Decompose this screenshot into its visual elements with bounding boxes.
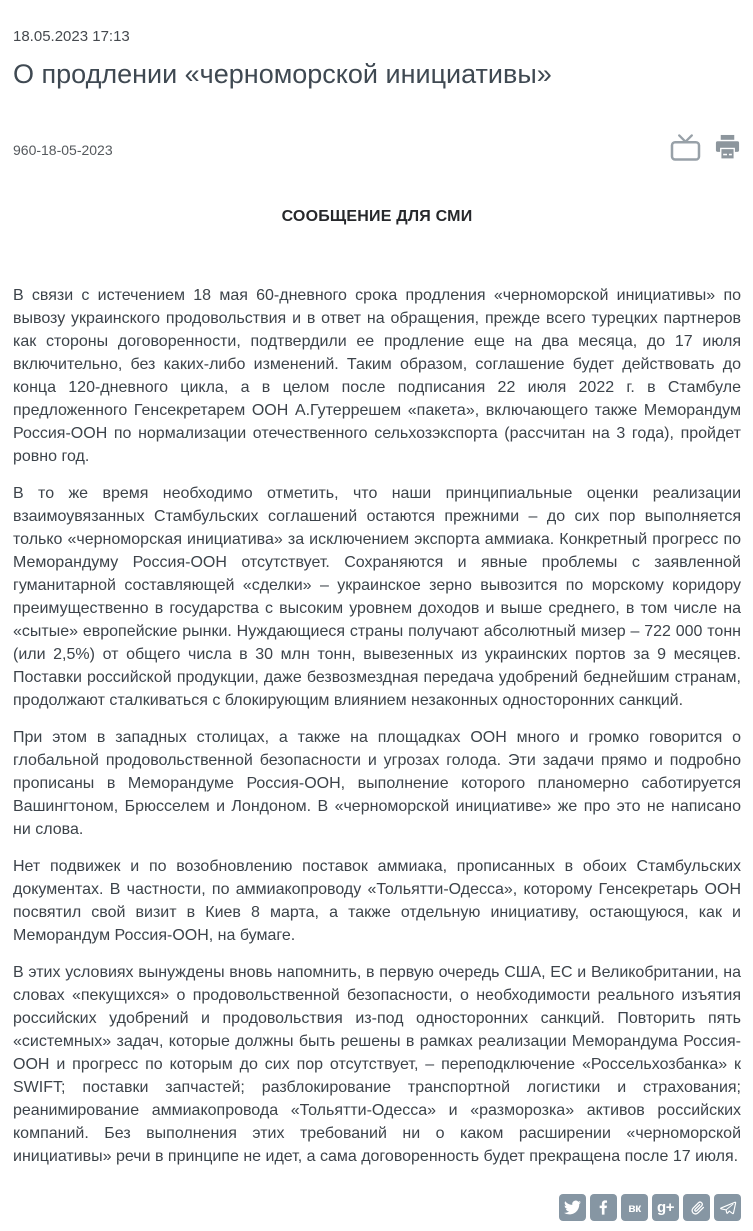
publication-date: 18.05.2023 17:13 [13, 28, 130, 45]
article-paragraph: В то же время необходимо отметить, что наши принципиальные оценки реализации взаимоувязанных Стамбульских соглашений остаются прежними – до сих пор выполняется только «черноморская инициатива» за исключением экспорта аммиака. Конкретный прогресс по Меморандуму Россия-ООН отсутствует. Сохраняются и явные проблемы с заявленной гуманитарной составляющей «сделки» – украинское зерно вывозится по морскому коридору преимущественно в государства с высоким уровнем доходов и выше среднего, в том числе на «сытые» европейские рынки. Нуждающиеся страны получают абсолютный мизер – 722 000 тонн (или 2,5%) от общего числа в 30 млн тонн, вывезенных из украинских портов за 9 месяцев. Поставки российской продукции, даже безвозмездная передача удобрений беднейшим странам, продолжают сталкиваться с блокирующим влиянием незаконных односторонних санкций. [13, 485, 741, 710]
share-telegram-button[interactable] [714, 1194, 741, 1221]
telegram-icon [719, 1199, 737, 1217]
twitter-icon [564, 1199, 581, 1216]
google-plus-icon: g+ [657, 1199, 674, 1217]
share-google-plus-button[interactable] [652, 1194, 679, 1221]
paperclip-icon [688, 1199, 706, 1217]
document-number: 960-18-05-2023 [13, 142, 113, 159]
article-paragraph: В связи с истечением 18 мая 60-дневного срока продления «черноморской инициативы» по вывозу украинского продовольствия и в ответ на обращения, прежде всего турецких партнеров как стороны договоренности, подтвердили ее продление еще на два месяца, до 17 июля включительно, без каких-либо изменений. Таким образом, соглашение будет действовать до конца 120-дневного цикла, а в целом после подписания 22 июля 2022 г. в Стамбуле предложенного Генсекретарем ООН А.Гутеррешем «пакета», включающего также Меморандум Россия-ООН по нормализации отечественного сельхозэкспорта (рассчитан на 3 года), пройдет ровно год. [13, 287, 741, 466]
tv-version-icon[interactable] [670, 134, 701, 161]
article-paragraph: Нет подвижек и по возобновлению поставок аммиака, прописанных в обоих Стамбульских документах. В частности, по аммиакопроводу «Тольятти-Одесса», которому Генсекретарь ООН посвятил свой визит в Киев 8 марта, а также отдельную инициативу, остающуюся, как и Меморандум Россия-ООН, на бумаге. [13, 858, 741, 945]
share-facebook-button[interactable] [590, 1194, 617, 1221]
press-release-kicker: СООБЩЕНИЕ ДЛЯ СМИ [281, 208, 473, 226]
share-bar [13, 1194, 741, 1221]
article-paragraph: При этом в западных столицах, а также на площадках ООН много и громко говорится о глобальной продовольственной безопасности и угрозах голода. Эти задачи прямо и подробно прописаны в Меморандуме Россия-ООН, выполнение которого планомерно саботируется Вашингтоном, Брюсселем и Лондоном. В «черноморской инициативе» же про это не написано ни слова. [13, 729, 741, 839]
toolbar [670, 134, 741, 161]
print-icon[interactable] [714, 134, 741, 161]
facebook-icon [595, 1199, 612, 1216]
vk-icon: вк [628, 1200, 641, 1215]
article-body [13, 284, 741, 1168]
meta-row [13, 134, 741, 161]
page-title: О продлении «черноморской инициативы» [13, 59, 552, 89]
share-copy-link-button[interactable] [683, 1194, 710, 1221]
share-vk-button[interactable] [621, 1194, 648, 1221]
article-paragraph: В этих условиях вынуждены вновь напомнить, в первую очередь США, ЕС и Великобритании, на словах «пекущихся» о продовольственной безопасности, о необходимости реального изъятия российских удобрений и продовольствия из-под односторонних санкций. Повторить пять «системных» задач, которые должны быть решены в рамках реализации Меморандума Россия-ООН и прогресс по которым до сих пор отсутствует, – переподключение «Россельхозбанка» к SWIFT; поставки запчастей; разблокирование транспортной логистики и страхования; реанимирование аммиакопровода «Тольятти-Одесса» и «разморозка» активов российских компаний. Без выполнения этих требований ни о каком расширении «черноморской инициативы» речи в принципе не идет, а сама договоренность будет прекращена после 17 июля. [13, 964, 741, 1166]
share-twitter-button[interactable] [559, 1194, 586, 1221]
